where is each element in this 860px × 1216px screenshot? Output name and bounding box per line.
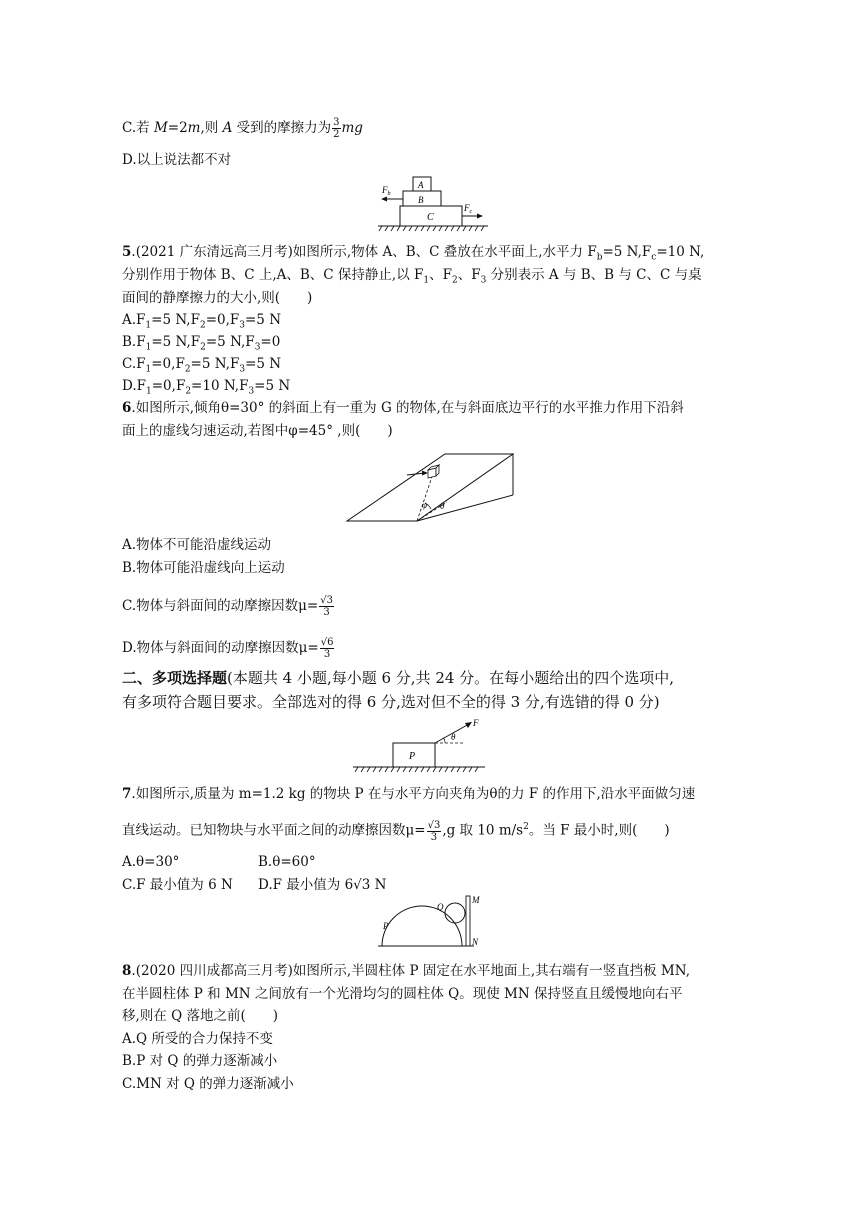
fraction: $\frac{√3}{3}$ [320, 595, 333, 618]
q6-option-b: B.物体可能沿虚线向上运动 [122, 560, 285, 576]
label-c: C [427, 212, 434, 223]
section-2-header-line-1: 二、多项选择题(本题共 4 小题,每小题 6 分,共 24 分。在每小题给出的四个选项中, [122, 669, 674, 687]
q5-stem-line-1: 5.(2021 广东清远高三月考)如图所示,物体 A、B、C 叠放在水平面上,水平力 $F_b=5$ $N,F_c=10$ N, [122, 244, 705, 263]
q8-option-c: C.MN 对 Q 的弹力逐渐减小 [122, 1076, 294, 1092]
label-theta: θ [451, 732, 456, 742]
q7-stem-line-1: 7.如图所示,质量为 m=1.2 kg 的物块 P 在与水平方向夹角为θ的力 F 的作用下,沿水平面做匀速 [122, 786, 696, 802]
q6-option-a: A.物体不可能沿虚线运动 [122, 537, 272, 553]
q5-option-c: $C.F_1=0,F_2=5$ $N,F_3=5$ N [122, 356, 282, 375]
label-fc: $F_c$ [464, 203, 473, 215]
label-n: N [472, 937, 479, 947]
q5-stem-line-3: 面间的静摩擦力的大小,则( ) [122, 290, 313, 306]
q7-option-d: D.F 最小值为 6√3 N [258, 877, 387, 893]
label-f: F [473, 718, 479, 728]
q5-option-b: $B.F_1=5$ $N,F_2=5$ $N,F_3=0$ [122, 334, 281, 353]
label-b: B [418, 195, 424, 205]
q6-stem-line-2: 面上的虚线匀速运动,若图中φ=45° ,则( ) [122, 423, 393, 439]
q4-option-c: C.若 M=2m,则 A 受到的摩擦力为 $\frac{3}{2}$ mg [122, 117, 363, 140]
label-q: Q [437, 902, 444, 912]
figure-7-block-force [353, 718, 485, 774]
q5-option-d: $D.F_1=0,F_2=10$ $N,F_3=5$ N [122, 378, 291, 397]
q7-option-a: A.θ=30° [122, 854, 180, 870]
q6-stem-line-1: 6.如图所示,倾角θ=30° 的斜面上有一重为 G 的物体,在与斜面底边平行的水平推力作用下沿斜 [122, 400, 684, 416]
fraction: $\frac{3}{2}$ [333, 117, 340, 140]
label-theta: θ [440, 501, 445, 511]
label-p: P [383, 921, 389, 931]
q8-option-a: A.Q 所受的合力保持不变 [122, 1031, 273, 1047]
label-fb: $F_b$ [382, 185, 391, 197]
fraction: $\frac{√6}{3}$ [320, 637, 334, 660]
label-m: M [472, 895, 480, 905]
q6-option-d: D.物体与斜面间的动摩擦因数μ= $\frac{√6}{3}$ [122, 637, 334, 660]
label-p: P [409, 751, 416, 762]
figure-8-half-cylinder [378, 890, 488, 952]
q7-option-b: B.θ=60° [258, 854, 316, 870]
q6-option-c: C.物体与斜面间的动摩擦因数μ= $\frac{√3}{3}$ [122, 595, 333, 618]
label-a: A [418, 180, 424, 190]
label-phi: φ [422, 500, 427, 510]
q8-stem-line-1: 8.(2020 四川成都高三月考)如图所示,半圆柱体 P 固定在水平地面上,其右端有一竖直挡板 MN, [122, 963, 690, 979]
q8-stem-line-3: 移,则在 Q 落地之前( ) [122, 1008, 278, 1024]
q7-option-c: C.F 最小值为 6 N [122, 877, 233, 893]
q8-stem-line-2: 在半圆柱体 P 和 MN 之间放有一个光滑均匀的圆柱体 Q。现使 MN 保持竖直且缓慢地向右平 [122, 986, 683, 1002]
figure-6-incline [345, 448, 520, 524]
figure-5-stacked-blocks [378, 174, 488, 234]
q8-option-b: B.P 对 Q 的弹力逐渐减小 [122, 1053, 278, 1069]
q5-stem-line-2: 分别作用于物体 B、C 上,A、B、C 保持静止,以 $F_1$、$F_2$、$F_3$ 分别表示 A 与 B、B 与 C、C 与桌 [122, 267, 702, 286]
q5-option-a: $A.F_1=5$ $N,F_2=0,F_3=5$ N [122, 312, 282, 331]
q7-stem-line-2: 直线运动。已知物块与水平面之间的动摩擦因数μ= $\frac{√3}{3}$ ,g 取 10 $m/s^2$。当 F 最小时,则( ) [122, 819, 670, 843]
q4-option-d: D.以上说法都不对 [122, 152, 232, 168]
fraction: $\frac{√3}{3}$ [427, 819, 441, 843]
section-2-header-line-2: 有多项符合题目要求。全部选对的得 6 分,选对但不全的得 3 分,有选错的得 0 分) [122, 693, 660, 711]
